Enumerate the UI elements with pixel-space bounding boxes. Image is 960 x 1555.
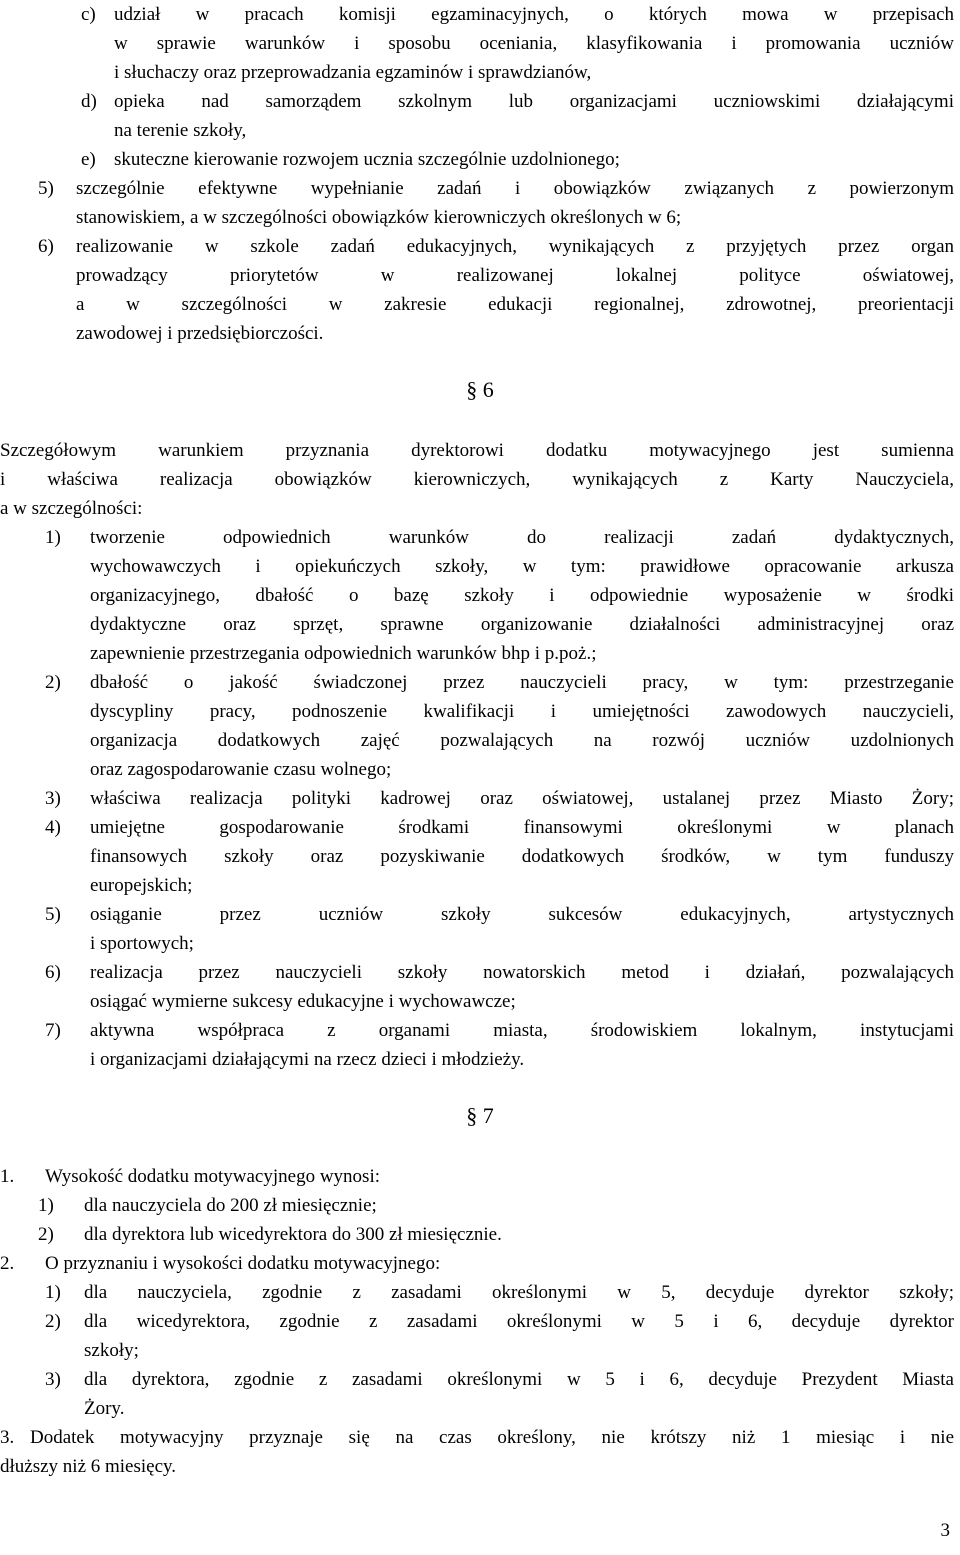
list-item-line: zapewnienie przestrzegania odpowiednich warunków bhp i p.poż.; [90,643,597,664]
list-marker: 1) [45,1282,61,1303]
list-item-line: wychowawczych i opiekuńczych szkoły, w tym: prawidłowe opracowanie arkusza [90,556,954,577]
list-marker: 7) [45,1020,61,1041]
list-item-line: dyscypliny pracy, podnoszenie kwalifikacji i umiejętności zawodowych nauczycieli, [90,701,954,722]
list-item-line: Żory. [84,1398,125,1419]
list-marker: 1. [0,1166,15,1187]
list-item-line: osiąganie przez uczniów szkoły sukcesów edukacyjnych, artystycznych [90,904,954,925]
list-item-line: i słuchaczy oraz przeprowadzania egzaminów i sprawdzianów, [114,62,592,83]
section-heading-number: 6 [477,377,494,402]
section-heading [0,1101,960,1131]
list-item-line: Dodatek motywacyjny przyznaje się na czas określony, nie krótszy niż 1 miesiąc i nie [30,1427,954,1448]
list-marker: 6) [45,962,61,983]
list-marker: 4) [45,817,61,838]
list-item-line: a w szczególności w zakresie edukacji regionalnej, zdrowotnej, preorientacji [76,294,954,315]
paragraph-line: a w szczególności: [0,498,143,519]
list-item-line: na terenie szkoły, [114,120,247,141]
list-marker: 1) [45,527,61,548]
list-marker: c) [81,4,96,25]
list-item-line: oraz zagospodarowanie czasu wolnego; [90,759,392,780]
list-item-line: prowadzący priorytetów w realizowanej lokalnej polityce oświatowej, [76,265,954,286]
list-item-line: udział w pracach komisji egzaminacyjnych, o których mowa w przepisach [114,4,954,25]
list-item-line: dbałość o jakość świadczonej przez nauczycieli pracy, w tym: przestrzeganie [90,672,954,693]
section-heading-number: 7 [477,1103,494,1128]
list-item-line: dłuższy niż 6 miesięcy. [0,1456,177,1477]
section-heading [0,375,960,405]
list-marker: 5) [45,904,61,925]
list-item-line: dla nauczyciela, zgodnie z zasadami określonymi w 5, decyduje dyrektor szkoły; [84,1282,954,1303]
list-item-line: szczególnie efektywne wypełnianie zadań i obowiązków związanych z powierzonym [76,178,954,199]
section-sign-icon: § [466,1103,478,1128]
list-item-line: osiągać wymierne sukcesy edukacyjne i wychowawcze; [90,991,516,1012]
list-item-line: dla nauczyciela do 200 zł miesięcznie; [84,1195,377,1216]
list-marker: d) [81,91,97,112]
list-item-line: stanowiskiem, a w szczególności obowiązków kierowniczych określonych w 6; [76,207,682,228]
list-marker: e) [81,149,96,170]
section-sign-icon: § [466,377,478,402]
list-item-line: dydaktyczne oraz sprzęt, sprawne organizowanie działalności administracyjnej oraz [90,614,954,635]
list-marker: 3) [45,788,61,809]
paragraph-line: i właściwa realizacja obowiązków kierowniczych, wynikających z Karty Nauczyciela, [0,469,954,490]
list-marker: 2. [0,1253,15,1274]
list-marker: 6) [38,236,54,257]
list-marker: 2) [38,1224,54,1245]
list-marker: 2) [45,1311,61,1332]
list-item-line: dla dyrektora, zgodnie z zasadami określonymi w 5 i 6, decyduje Prezydent Miasta [84,1369,954,1390]
list-item-line: Wysokość dodatku motywacyjnego wynosi: [45,1166,381,1187]
list-item-line: realizacja przez nauczycieli szkoły nowatorskich metod i działań, pozwalających [90,962,954,983]
list-item-line: umiejętne gospodarowanie środkami finansowymi określonymi w planach [90,817,954,838]
page-number: 3 [940,1520,950,1541]
list-marker: 2) [45,672,61,693]
list-item-line: O przyznaniu i wysokości dodatku motywacyjnego: [45,1253,441,1274]
list-item-line: finansowych szkoły oraz pozyskiwanie dodatkowych środków, w tym funduszy [90,846,954,867]
list-item-line: organizacyjnego, dbałość o bazę szkoły i odpowiednie wyposażenie w środki [90,585,954,606]
paragraph-line: Szczegółowym warunkiem przyznania dyrektorowi dodatku motywacyjnego jest sumienna [0,440,954,461]
list-marker: 3) [45,1369,61,1390]
list-item-line: realizowanie w szkole zadań edukacyjnych, wynikających z przyjętych przez organ [76,236,954,257]
list-item-line: właściwa realizacja polityki kadrowej oraz oświatowej, ustalanej przez Miasto Żory; [90,788,954,809]
list-item-line: szkoły; [84,1340,139,1361]
list-item-line: zawodowej i przedsiębiorczości. [76,323,324,344]
list-marker: 5) [38,178,54,199]
list-item-line: aktywna współpraca z organami miasta, środowiskiem lokalnym, instytucjami [90,1020,954,1041]
list-marker: 1) [38,1195,54,1216]
list-marker: 3. [0,1427,15,1448]
list-item-line: dla wicedyrektora, zgodnie z zasadami określonymi w 5 i 6, decyduje dyrektor [84,1311,954,1332]
list-item-line: tworzenie odpowiednich warunków do realizacji zadań dydaktycznych, [90,527,954,548]
list-item-line: dla dyrektora lub wicedyrektora do 300 zł miesięcznie. [84,1224,502,1245]
list-item-line: organizacja dodatkowych zajęć pozwalających na rozwój uczniów uzdolnionych [90,730,954,751]
list-item-line: europejskich; [90,875,193,896]
list-item-line: skuteczne kierowanie rozwojem ucznia szczególnie uzdolnionego; [114,149,620,170]
list-item-line: w sprawie warunków i sposobu oceniania, klasyfikowania i promowania uczniów [114,33,954,54]
list-item-line: i organizacjami działającymi na rzecz dzieci i młodzieży. [90,1049,525,1070]
list-item-line: i sportowych; [90,933,194,954]
list-item-line: opieka nad samorządem szkolnym lub organizacjami uczniowskimi działającymi [114,91,954,112]
